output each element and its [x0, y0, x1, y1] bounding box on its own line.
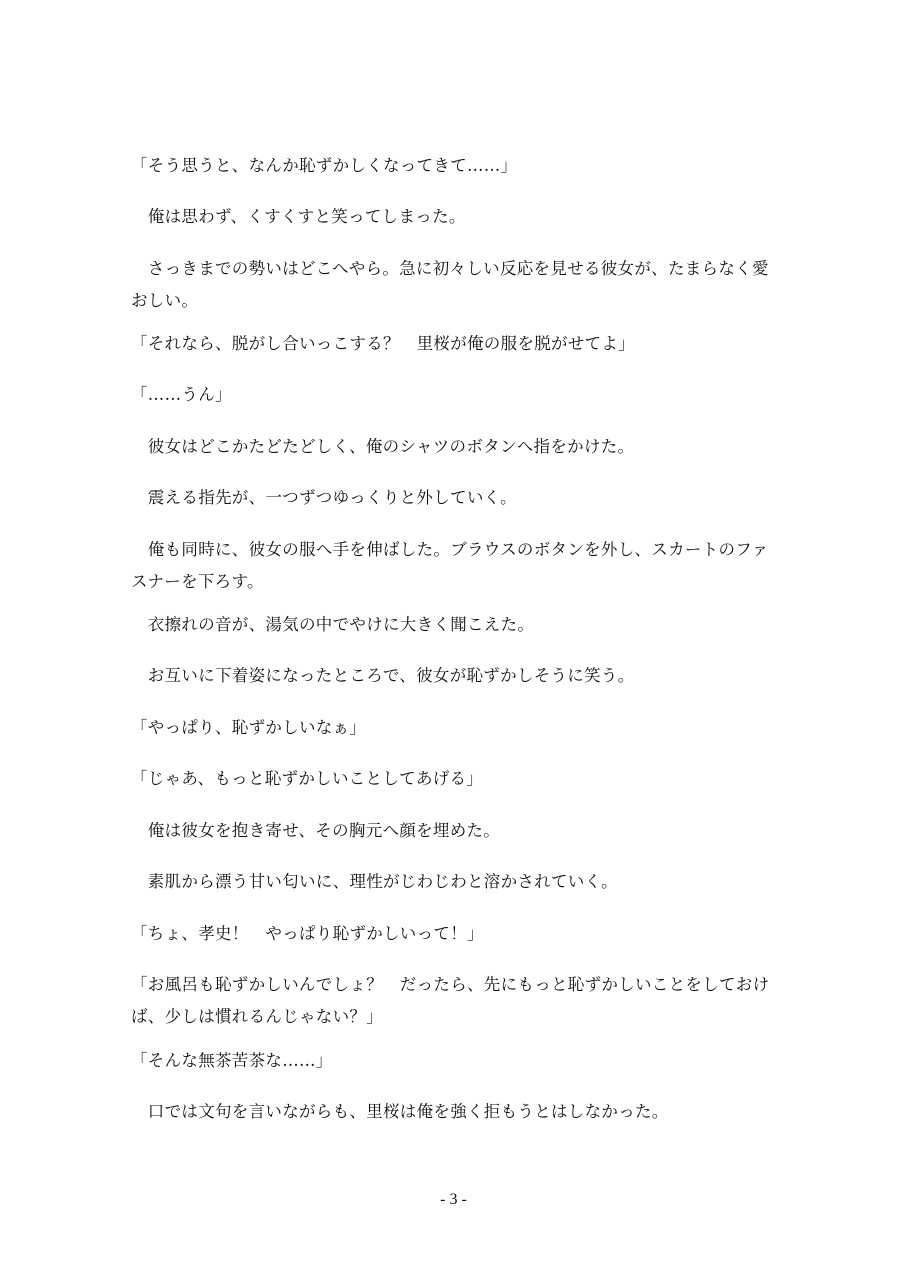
paragraph: 「そう思うと、なんか恥ずかしくなってきて……」: [131, 156, 518, 175]
paragraph: 衣擦れの音が、湯気の中でやけに大きく聞こえた。: [131, 615, 535, 634]
paragraph: 俺は彼女を抱き寄せ、その胸元へ顔を埋めた。: [131, 821, 501, 840]
paragraph: 「ちょ、孝史！ やっぱり恥ずかしいって！」: [131, 924, 484, 943]
paragraph: 震える指先が、一つずつゆっくりと外していく。: [131, 488, 517, 507]
paragraph: 「やっぱり、恥ずかしいなぁ」: [131, 718, 367, 737]
paragraph: 俺も同時に、彼女の服へ手を伸ばした。ブラウスのボタンを外し、スカートのファスナーを下ろす。: [131, 540, 769, 591]
paragraph: 彼女はどこかたどたどしく、俺のシャツのボタンへ指をかけた。: [131, 437, 635, 456]
paragraph: 「そんな無茶苦茶な……」: [131, 1051, 333, 1070]
paragraph: 「……うん」: [131, 385, 232, 404]
paragraph: 「お風呂も恥ずかしいんでしょ？ だったら、先にもっと恥ずかしいことをしておけば、少しは慣れるんじゃない？」: [131, 975, 770, 1026]
paragraph: 「じゃあ、もっと恥ずかしいことしてあげる」: [131, 769, 484, 788]
paragraph: 素肌から漂う甘い匂いに、理性がじわじわと溶かされていく。: [131, 872, 618, 891]
paragraph: 「それなら、脱がし合いっこする？ 里桜が俺の服を脱がせてよ」: [131, 334, 635, 353]
page-number: - 3 -: [440, 1191, 467, 1208]
paragraph: お互いに下着姿になったところで、彼女が恥ずかしそうに笑う。: [131, 666, 635, 685]
paragraph: さっきまでの勢いはどこへやら。急に初々しい反応を見せる彼女が、たまらなく愛おしい。: [131, 259, 769, 310]
paragraph: 俺は思わず、くすくすと笑ってしまった。: [131, 207, 466, 226]
paragraph: 口では文句を言いながらも、里桜は俺を強く拒もうとはしなかった。: [131, 1102, 669, 1121]
